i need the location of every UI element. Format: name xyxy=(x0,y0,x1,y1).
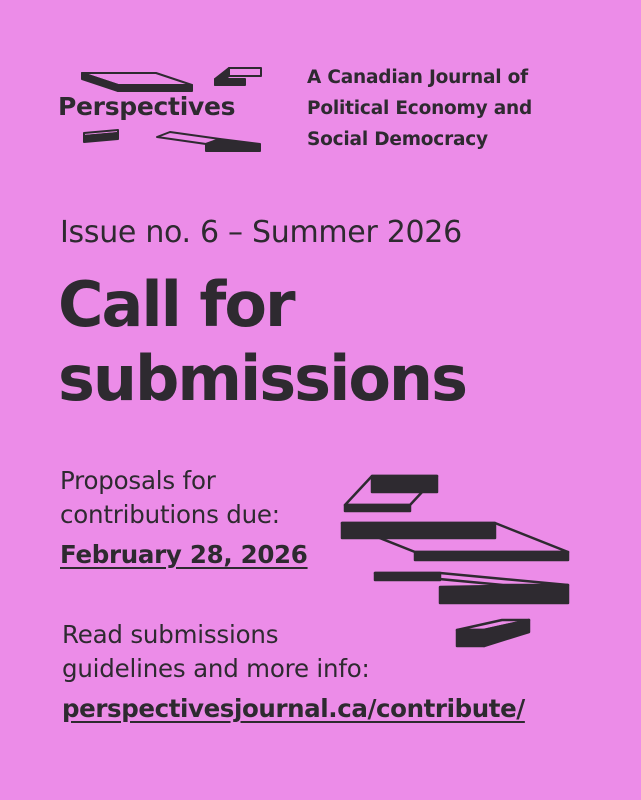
guidelines-line: Read submissions xyxy=(62,620,279,649)
proposals-line: contributions due: xyxy=(60,500,280,529)
contribute-link[interactable]: perspectivesjournal.ca/contribute/ xyxy=(62,694,525,723)
issue-label: Issue no. 6 – Summer 2026 xyxy=(60,215,462,250)
tagline-line: Social Democracy xyxy=(307,129,488,150)
logo-wordmark: Perspectives xyxy=(58,92,236,121)
guidelines-line: guidelines and more info: xyxy=(62,654,370,683)
deadline-date: February 28, 2026 xyxy=(60,540,308,569)
headline-line: Call for xyxy=(58,268,294,341)
tagline-line: A Canadian Journal of xyxy=(307,67,529,88)
headline-line: submissions xyxy=(58,342,466,415)
proposals-line: Proposals for xyxy=(60,466,216,495)
tagline-line: Political Economy and xyxy=(307,98,533,119)
